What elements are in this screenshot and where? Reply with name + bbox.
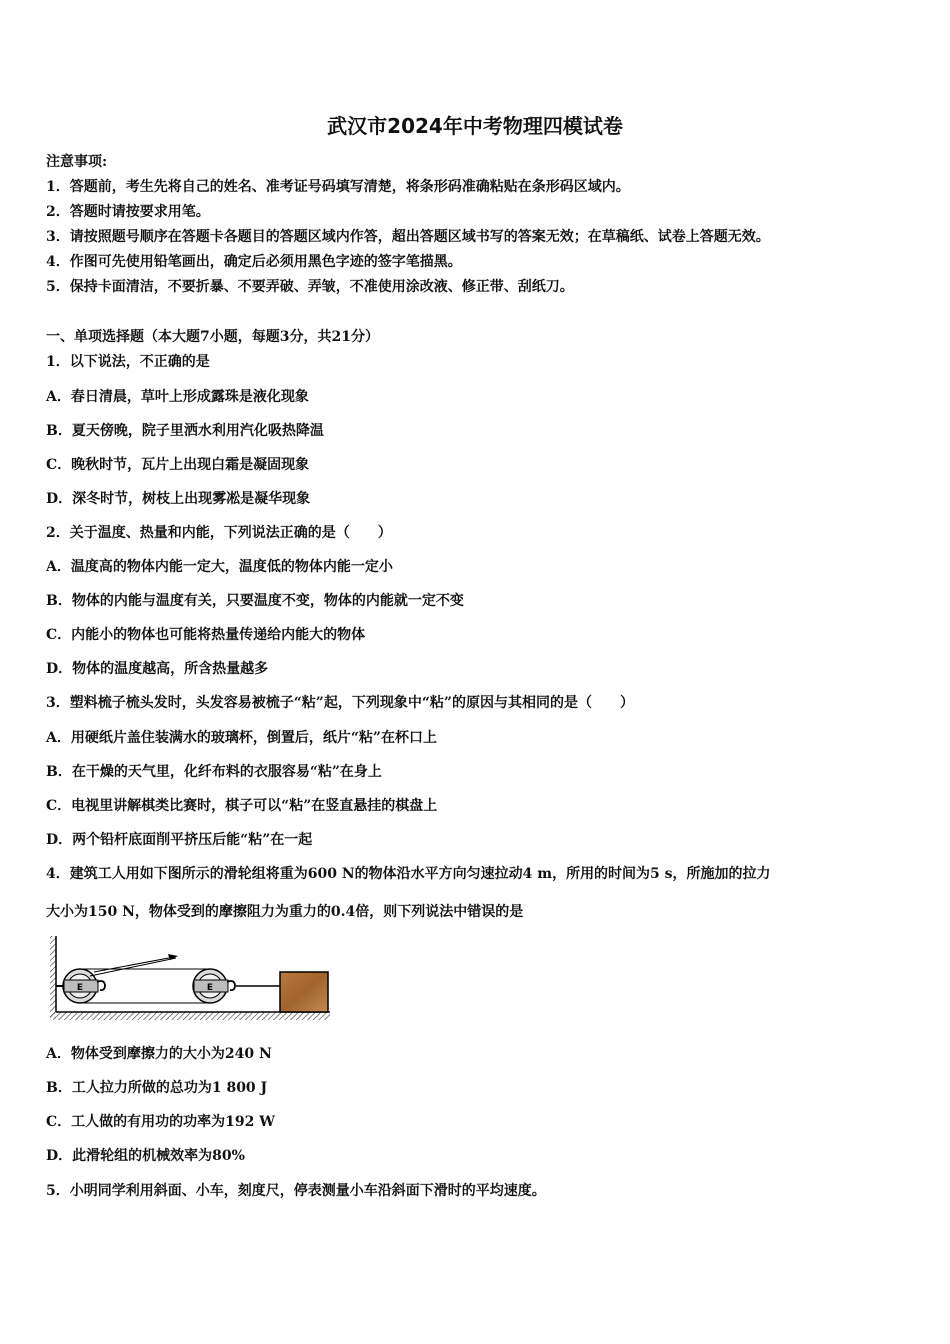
notice-item-1: 1．答题前，考生先将自己的姓名、准考证号码填写清楚，将条形码准确粘贴在条形码区域内。 [46,179,630,195]
movable-pulley-icon [193,969,235,1003]
question-1-option-c: C．晚秋时节，瓦片上出现白霜是凝固现象 [46,457,310,473]
question-4-option-c: C．工人做的有用功的功率为192 W [46,1114,275,1130]
question-1-option-d: D．深冬时节，树枝上出现雾凇是凝华现象 [46,491,311,507]
notice-item-2: 2．答题时请按要求用笔。 [46,204,210,220]
question-2-option-d: D．物体的温度越高，所含热量越多 [46,661,269,677]
question-3-option-b: B．在干燥的天气里，化纤布料的衣服容易“粘”在身上 [46,764,382,780]
question-4-option-d: D．此滑轮组的机械效率为80% [46,1148,245,1164]
section-heading: 一、单项选择题（本大题7小题，每题3分，共21分） [46,329,379,345]
question-2-option-b: B．物体的内能与温度有关，只要温度不变，物体的内能就一定不变 [46,593,464,609]
question-2-option-c: C．内能小的物体也可能将热量传递给内能大的物体 [46,627,366,643]
question-1-option-a: A．春日清晨，草叶上形成露珠是液化现象 [46,389,309,405]
question-5-stem: 5．小明同学利用斜面、小车，刻度尺，停表测量小车沿斜面下滑时的平均速度。 [46,1183,546,1199]
ground [50,1012,330,1020]
question-3-option-d: D．两个铅杆底面削平挤压后能“粘”在一起 [46,832,313,848]
wooden-block [280,972,328,1012]
question-3-option-a: A．用硬纸片盖住装满水的玻璃杯，倒置后，纸片“粘”在杯口上 [46,730,437,746]
notice-item-5: 5．保持卡面清洁，不要折暴、不要弄破、弄皱，不准使用涂改液、修正带、刮纸刀。 [46,279,574,295]
svg-text:E: E [76,983,84,993]
pulley-system-figure [50,932,335,1024]
question-2-option-a: A．温度高的物体内能一定大，温度低的物体内能一定小 [46,559,393,575]
exam-title: 武汉市2024年中考物理四模试卷 [327,114,623,138]
notice-item-3: 3．请按照题号顺序在答题卡各题目的答题区域内作答，超出答题区域书写的答案无效；在草稿纸、试卷上答题无效。 [46,229,770,245]
question-3-option-c: C．电视里讲解棋类比赛时，棋子可以“粘”在竖直悬挂的棋盘上 [46,798,438,814]
question-4-stem-line-1: 4．建筑工人用如下图所示的滑轮组将重为600 N的物体沿水平方向匀速拉动4 m，所用的时间为5 s，所施加的拉力 [46,866,771,882]
notice-heading: 注意事项: [46,154,108,170]
svg-text:E: E [206,983,214,993]
question-4-stem-line-2: 大小为150 N，物体受到的摩擦阻力为重力的0.4倍，则下列说法中错误的是 [46,904,524,920]
wall [50,936,56,1018]
question-1-stem: 1．以下说法，不正确的是 [46,354,210,370]
question-1-option-b: B．夏天傍晚，院子里洒水利用汽化吸热降温 [46,423,324,439]
question-3-stem: 3．塑料梳子梳头发时，头发容易被梳子“粘”起，下列现象中“粘”的原因与其相同的是（ ） [46,695,634,711]
question-4-option-b: B．工人拉力所做的总功为1 800 J [46,1080,268,1096]
question-2-stem: 2．关于温度、热量和内能，下列说法正确的是（ ） [46,525,392,541]
notice-item-4: 4．作图可先使用铅笔画出，确定后必须用黑色字迹的签字笔描黑。 [46,254,462,270]
question-4-option-a: A．物体受到摩擦力的大小为240 N [46,1046,272,1062]
